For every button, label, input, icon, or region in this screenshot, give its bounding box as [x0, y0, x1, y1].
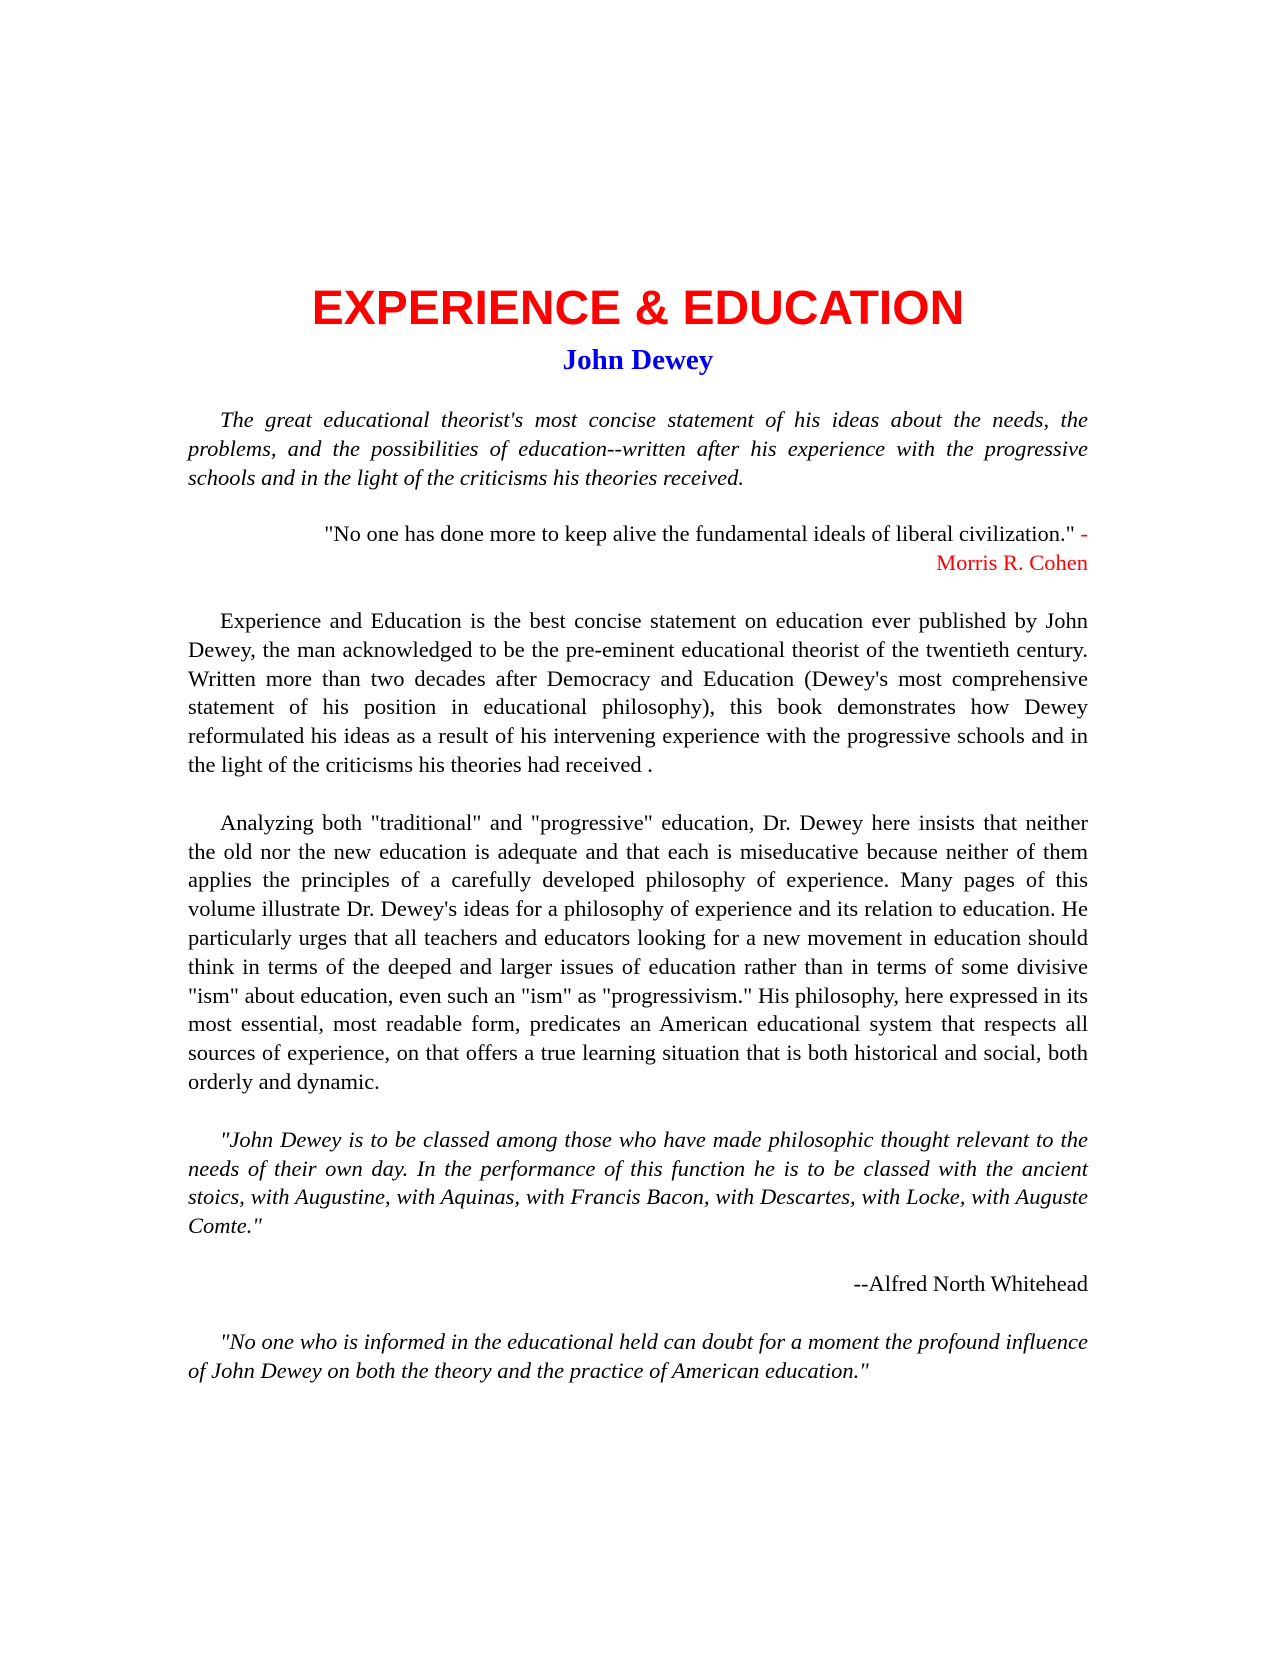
cohen-quote-text: "No one has done more to keep alive the fundamental ideals of liberal civilization.": [324, 521, 1075, 547]
whitehead-attribution: --Alfred North Whitehead: [853, 1270, 1088, 1296]
cohen-quote: [188, 520, 1088, 578]
educational-quote: "No one who is informed in the educational held can doubt for a moment the profound influence of John Dewey on both the theory and the practice of American education.": [188, 1328, 1088, 1383]
body-paragraph-1: Experience and Education is the best concise statement on education ever published by John Dewey, the man acknowledged to be the pre-eminent educational theorist of the twentieth century. Written more than two decades after Democracy and Education (Dewey's most comprehensive statement of his position in educational philosophy), this book demonstrates how Dewey reformulated his ideas as a result of his intervening experience with the progressive schools and in the light of the criticisms his theories had received .: [188, 607, 1088, 777]
document-title: EXPERIENCE & EDUCATION: [311, 282, 965, 335]
document-page: [188, 280, 1088, 1385]
cohen-quote-line: [188, 520, 1088, 549]
whitehead-quote: "John Dewey is to be classed among those who have made philosophic thought relevant to the needs of their own day. In the performance of this function he is to be classed with the ancient stoics, with Augustine, with Aquinas, with Francis Bacon, with Descartes, with Locke, with Auguste Comte.": [188, 1126, 1088, 1239]
cohen-attribution: Morris R. Cohen: [936, 550, 1088, 576]
intro-paragraph: The great educational theorist's most concise statement of his ideas about the needs, the problems, and the possibilities of education--written after his experience with the progressive schools and in the light of the criticisms his theories received.: [188, 407, 1088, 490]
cohen-quote-dash: -: [1074, 521, 1088, 547]
body-paragraph-2: Analyzing both "traditional" and "progressive" education, Dr. Dewey here insists that neither the old nor the new education is adequate and that each is miseducative because neither of them applies the principles of a carefully developed philosophy of experience. Many pages of this volume illustrate Dr. Dewey's ideas for a philosophy of experience and its relation to education. He particularly urges that all teachers and educators looking for a new movement in education should think in terms of the deeped and larger issues of education rather than in terms of some divisive "ism" about education, even such an "ism" as "progressivism." His philosophy, here expressed in its most essential, most readable form, predicates an American educational system that respects all sources of experience, on that offers a true learning situation that is both historical and social, both orderly and dynamic.: [188, 809, 1088, 1094]
author-name: John Dewey: [562, 344, 714, 376]
